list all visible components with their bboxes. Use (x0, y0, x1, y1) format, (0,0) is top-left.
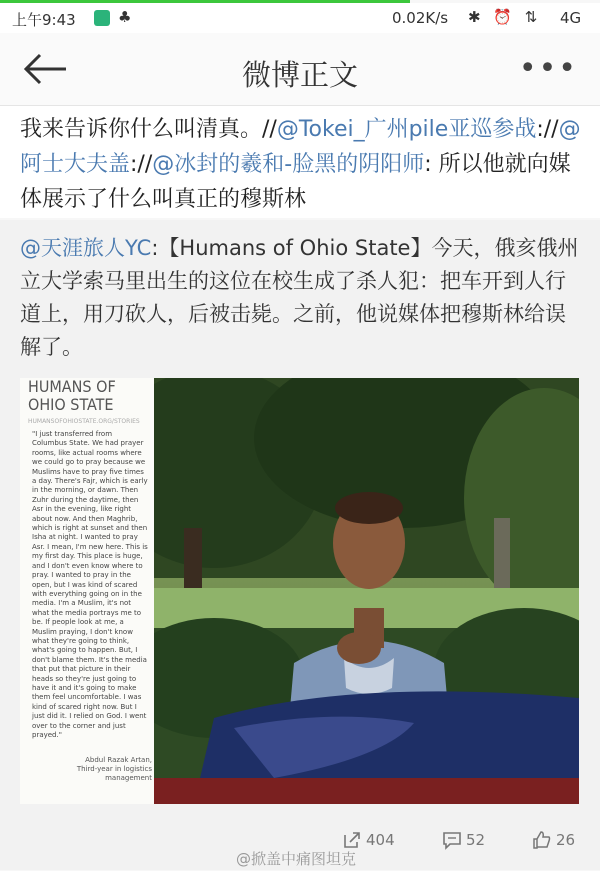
reposted-weibo[interactable] (0, 220, 600, 870)
repost-author-link[interactable]: @天涯旅人YC (20, 236, 152, 260)
network-type: 4G (560, 9, 582, 27)
status-bar (0, 3, 600, 33)
comment-button[interactable] (442, 830, 485, 850)
repost-count: 404 (366, 831, 395, 849)
like-count: 26 (556, 831, 576, 849)
more-options-icon[interactable]: ••• (518, 51, 578, 86)
magazine-byline: Abdul Razak Artan, Third-year in logistics management (76, 756, 152, 782)
post-text-part: : 所以他就向媒体展示了什么叫真正的穆斯林 (20, 152, 571, 212)
magazine-subtitle: HUMANSOFOHIOSTATE.ORG/STORIES (28, 418, 140, 425)
magazine-quote: "I just transferred from Columbus State. We had prayer rooms, like actual rooms where we could go to pray because we Muslims have to pray five times a day. There's Fajr, which is early in the morning, or dawn. Then Zuhr during the daytime, then Asr in the evening, like right about now. And then Maghrib, which is right at sunset and then Isha at night. I wanted to pray Asr. I mean, I'm new here. This is my first day. This place is huge, and I don't even know where to pray. I wanted to pray in the open, but I was kind of scared with everything going on in the media. I'm a Muslim, it's not what the media portrays me to be. If people look at me, a Muslim praying, I don't know what they're going to think, what's going to happen. But, I don't blame them. It's the media that put that picture in their heads so they're just going to have it and it's going to make them feel uncomfortable. I was kind of scared right now. But I just did it. I relied on God. I went over to the corner and just prayed." (32, 430, 148, 739)
magazine-heading-line: HUMANS OF (28, 378, 116, 396)
repost-text-part: :【Humans of Ohio State】今天，俄亥俄州立大学索马里出生的这位在校生成了杀人犯：把车开到人行道上，用刀砍人，后被击毙。之前，他说媒体把穆斯林给误解了。 (20, 236, 579, 359)
mention-link[interactable]: @冰封的羲和-脸黑的阴阳师 (152, 152, 425, 177)
comment-icon (442, 830, 462, 850)
separator: :// (130, 152, 153, 177)
qq-penguin-icon: ♣ (118, 8, 132, 26)
top-bar (0, 33, 600, 106)
separator: :// (536, 117, 559, 142)
comment-count: 52 (466, 831, 486, 849)
repost-icon (342, 830, 362, 850)
mention-link[interactable]: @阿士大夫盖 (20, 117, 581, 177)
watermark: @掀盖中痛图坦克 (236, 850, 357, 868)
status-icons: ✱ ⏰ ⇅ (468, 8, 542, 26)
magazine-heading-line: OHIO STATE (28, 395, 114, 414)
repost-button[interactable] (342, 830, 395, 850)
magazine-heading (28, 378, 116, 414)
mention-link[interactable]: @Tokei_广州pile亚巡参战 (276, 117, 537, 142)
like-button[interactable] (532, 830, 575, 850)
page-title: 微博正文 (241, 58, 358, 92)
network-speed: 0.02K/s (392, 9, 449, 27)
magazine-column (20, 378, 154, 804)
post-text-part: 我来告诉你什么叫清真。// (20, 117, 277, 142)
status-time: 上午9:43 (12, 11, 76, 29)
repost-text (20, 232, 585, 364)
thumbs-up-icon (532, 830, 552, 850)
portrait-photo (154, 378, 579, 804)
post-body (0, 106, 600, 218)
app-notification-icon (94, 10, 110, 26)
repost-image[interactable] (20, 378, 579, 804)
post-text (20, 112, 585, 217)
